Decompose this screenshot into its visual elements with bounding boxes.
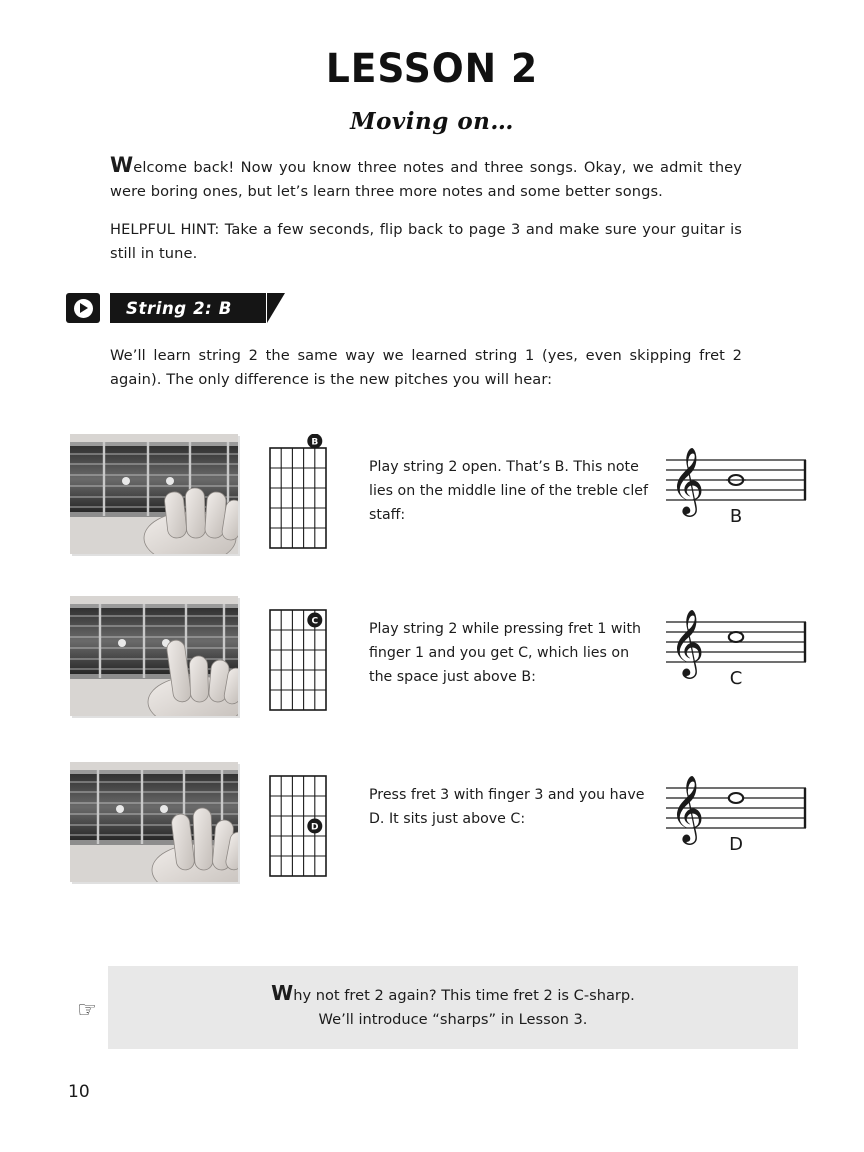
intro-text-1: elcome back! Now you know three notes and three songs. Okay, we admit they were boring ones, but let’s learn three more notes and some better songs. (110, 159, 742, 200)
note-description: Play string 2 while pressing fret 1 with finger 1 and you get C, which lies on the space just above B: (369, 621, 642, 685)
intro-paragraph-1 (110, 153, 742, 203)
diagram-note-label: D (311, 822, 319, 833)
section-banner (66, 292, 266, 324)
intro-text-2: HELPFUL HINT: Take a few seconds, flip back to page 3 and make sure your guitar is still in tune. (110, 221, 742, 262)
chord-diagram (266, 762, 330, 886)
chord-diagram (266, 596, 330, 720)
svg-text:𝄞: 𝄞 (670, 608, 705, 676)
note-description: Play string 2 open. That’s B. This note lies on the middle line of the treble clef staff: (369, 459, 648, 523)
dropcap-w: W (110, 153, 134, 177)
note-row (0, 434, 864, 564)
diagram-note-label: B (311, 437, 319, 448)
tip-box (108, 966, 798, 1049)
play-icon (74, 299, 93, 318)
tip-dropcap: W (271, 981, 294, 1005)
play-button[interactable] (66, 293, 100, 323)
music-staff (660, 440, 800, 546)
staff-note-label: B (729, 506, 743, 527)
pointing-hand-icon: ☞ (77, 997, 97, 1023)
tip-line-1: hy not fret 2 again? This time fret 2 is C-sharp. (293, 987, 635, 1004)
fretboard-photo (70, 434, 238, 554)
note-description: Press fret 3 with finger 3 and you have D. It sits just above C: (369, 787, 645, 827)
intro-paragraph-2 (110, 218, 742, 265)
tip-line-2: We’ll introduce “sharps” in Lesson 3. (318, 1010, 588, 1028)
note-row (0, 596, 864, 726)
staff-note-label: D (729, 834, 743, 855)
page-subtitle: Moving on… (350, 108, 514, 135)
tip-callout (66, 966, 798, 1049)
chord-diagram (266, 434, 330, 558)
music-staff (660, 602, 800, 708)
section-intro (110, 344, 742, 391)
staff-note-label: C (729, 668, 743, 689)
fretboard-photo (70, 596, 238, 716)
music-staff (660, 768, 800, 874)
section-banner-label: String 2: B (110, 293, 266, 323)
section-intro-text: We’ll learn string 2 the same way we learned string 1 (yes, even skipping fret 2 again). The only difference is the new pitches you will hear: (110, 347, 742, 388)
diagram-note-label: C (311, 616, 319, 627)
page-title: LESSON 2 (325, 46, 539, 92)
svg-text:𝄞: 𝄞 (670, 446, 705, 514)
page-number: 10 (68, 1082, 90, 1102)
svg-text:𝄞: 𝄞 (670, 774, 705, 842)
fretboard-photo (70, 762, 238, 882)
note-row (0, 762, 864, 892)
